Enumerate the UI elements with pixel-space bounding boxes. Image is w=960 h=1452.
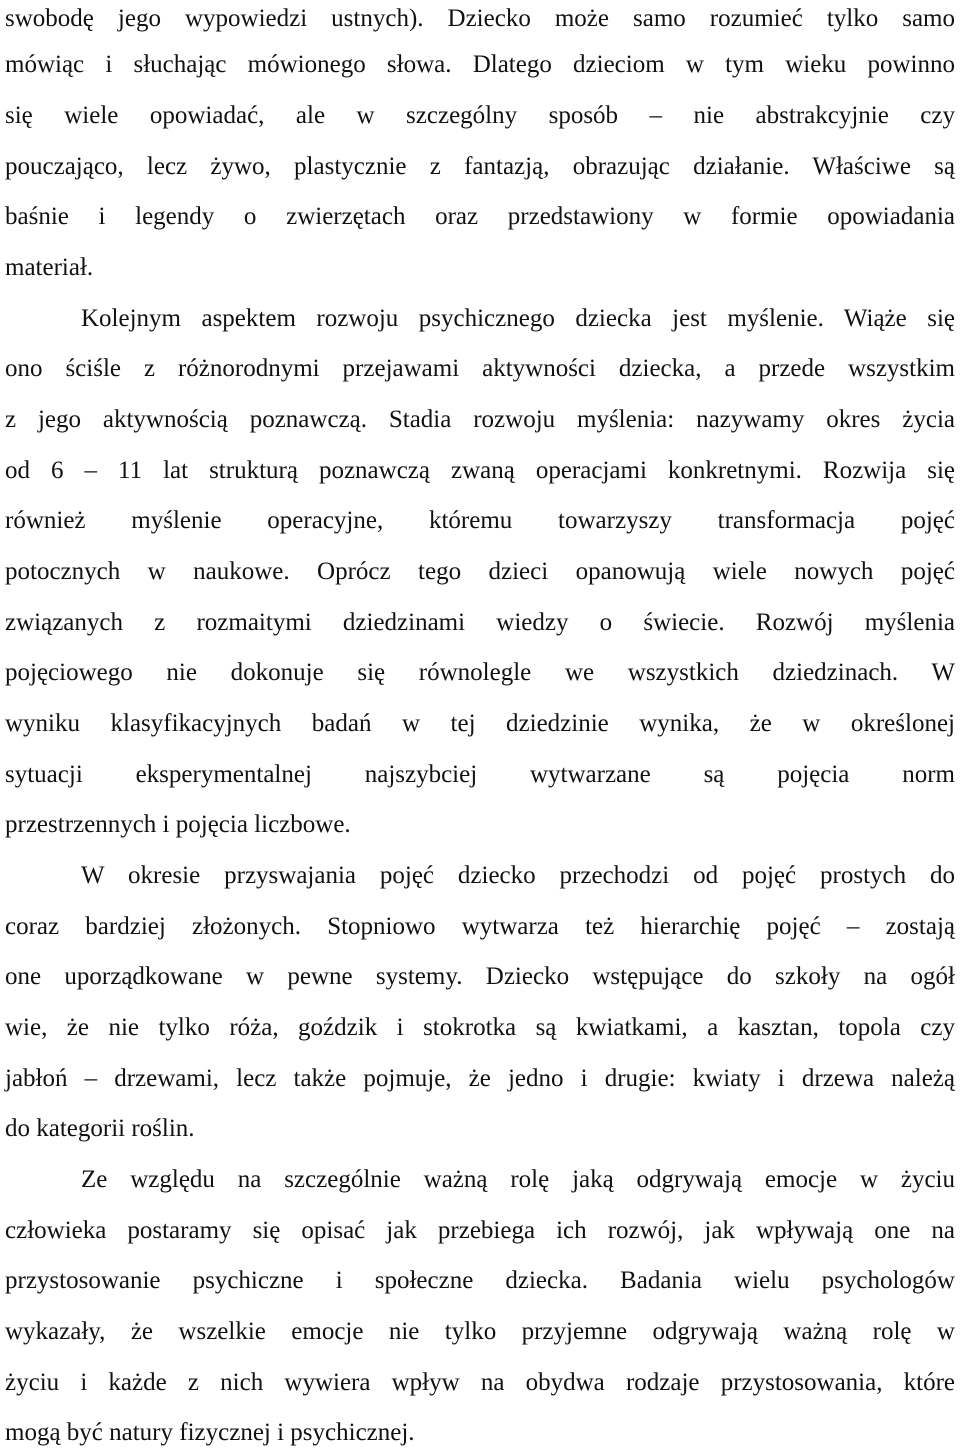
text-line: swobodę jego wypowiedzi ustnych). Dziecko może samo rozumieć tylko samo xyxy=(5,5,955,32)
text-line: sytuacji eksperymentalnej najszybciej wytwarzane są pojęcia norm xyxy=(5,761,955,788)
text-line: się wiele opowiadać, ale w szczególny sposób – nie abstrakcyjnie czy xyxy=(5,102,955,129)
text-line: one uporządkowane w pewne systemy. Dziecko wstępujące do szkoły na ogół xyxy=(5,963,955,990)
text-line: pouczająco, lecz żywo, plastycznie z fantazją, obrazując działanie. Właściwe są xyxy=(5,153,955,180)
text-line: wyniku klasyfikacyjnych badań w tej dziedzinie wynika, że w określonej xyxy=(5,710,955,737)
text-line: od 6 – 11 lat strukturą poznawczą zwaną operacjami konkretnymi. Rozwija się xyxy=(5,457,955,484)
text-line: życiu i każde z nich wywiera wpływ na obydwa rodzaje przystosowania, które xyxy=(5,1369,955,1396)
text-line: mówiąc i słuchając mówionego słowa. Dlatego dzieciom w tym wieku powinno xyxy=(5,51,955,78)
text-line: przestrzennych i pojęcia liczbowe. xyxy=(5,811,351,838)
text-line: pojęciowego nie dokonuje się równolegle we wszystkich dziedzinach. W xyxy=(5,659,955,686)
text-line: do kategorii roślin. xyxy=(5,1115,195,1142)
text-line: coraz bardziej złożonych. Stopniowo wytwarza też hierarchię pojęć – zostają xyxy=(5,913,955,940)
paragraph-first-line: Kolejnym aspektem rozwoju psychicznego dziecka jest myślenie. Wiąże się xyxy=(81,305,955,332)
text-line: mogą być natury fizycznej i psychicznej. xyxy=(5,1419,415,1446)
text-line: również myślenie operacyjne, któremu towarzyszy transformacja pojęć xyxy=(5,507,955,534)
text-line: materiał. xyxy=(5,254,94,281)
text-line: jabłoń – drzewami, lecz także pojmuje, że jedno i drugie: kwiaty i drzewa należą xyxy=(5,1065,955,1092)
text-line: potocznych w naukowe. Oprócz tego dzieci opanowują wiele nowych pojęć xyxy=(5,558,955,585)
text-line: baśnie i legendy o zwierzętach oraz przedstawiony w formie opowiadania xyxy=(5,203,955,230)
text-line: wie, że nie tylko róża, goździk i stokrotka są kwiatkami, a kasztan, topola czy xyxy=(5,1014,955,1041)
paragraph-first-line: Ze względu na szczególnie ważną rolę jaką odgrywają emocje w życiu xyxy=(81,1166,955,1193)
paragraph-first-line: W okresie przyswajania pojęć dziecko przechodzi od pojęć prostych do xyxy=(81,862,955,889)
text-line: z jego aktywnością poznawczą. Stadia rozwoju myślenia: nazywamy okres życia xyxy=(5,406,955,433)
text-line: człowieka postaramy się opisać jak przebiega ich rozwój, jak wpływają one na xyxy=(5,1217,955,1244)
text-line: ono ściśle z różnorodnymi przejawami aktywności dziecka, a przede wszystkim xyxy=(5,355,955,382)
text-line: związanych z rozmaitymi dziedzinami wiedzy o świecie. Rozwój myślenia xyxy=(5,609,955,636)
text-line: przystosowanie psychiczne i społeczne dziecka. Badania wielu psychologów xyxy=(5,1267,955,1294)
text-line: wykazały, że wszelkie emocje nie tylko przyjemne odgrywają ważną rolę w xyxy=(5,1318,955,1345)
